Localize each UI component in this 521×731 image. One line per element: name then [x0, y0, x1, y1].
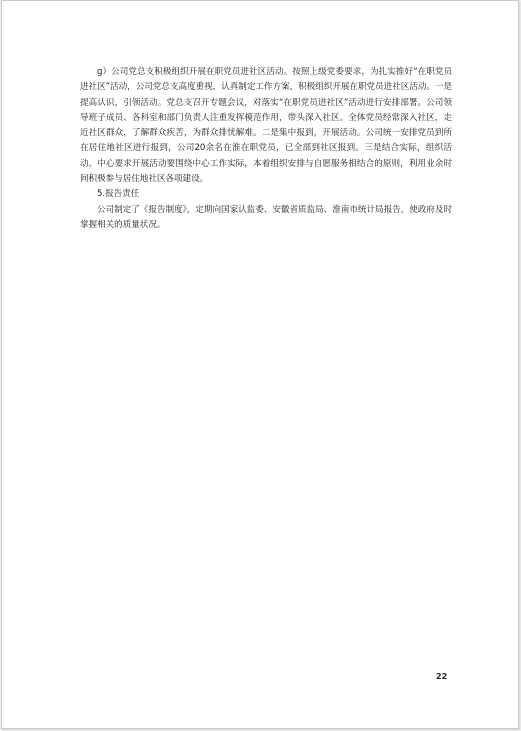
paragraph-g: g）公司党总支积极组织开展在职党员进社区活动。按照上级党委要求，为扎实推好“在职党员进社区”活动，公司党总支高度重视，认真制定工作方案，积极组织开展在职党员进社区活动。一是提高认识，引领活动。党总支召开专题会议，对落实“在职党员进社区”活动进行安排部署。公司领导班子成员、各科室和部门负责人注重发挥模范作用，带头深入社区。全体党员经常深入社区，走近社区群众，了解群众疾苦，为群众排忧解难。二是集中报到，开展活动。公司统一安排党员到所在居住地社区进行报到，公司20余名在淮在职党员，已全部到社区报到。三是结合实际，组织活动。中心要求开展活动要围绕中心工作实际，本着组织安排与自愿服务相结合的原则，利用业余时间积极参与居住地社区各项建设。	[80, 67, 452, 185]
page-content	[80, 65, 452, 233]
page-number: 22	[436, 672, 448, 681]
section-heading-report-responsibility: 5.报告责任	[97, 189, 140, 200]
document-page	[1, 0, 519, 729]
paragraph-report-system: 公司制定了《报告制度》，定期向国家认监委、安徽省质监局、淮南市统计局报告，使政府及时掌握相关的质量状况。	[80, 204, 452, 230]
